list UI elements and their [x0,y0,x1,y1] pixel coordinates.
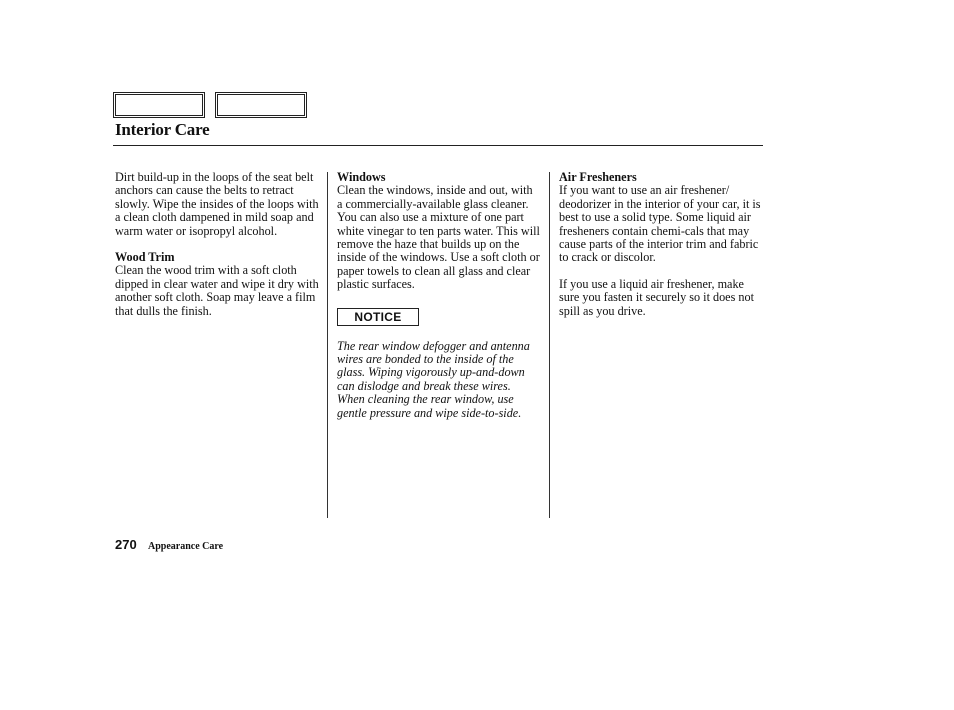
notice-paragraph: The rear window defogger and antenna wires are bonded to the inside of the glass. Wiping vigorously up-and-down can dislodge and break these wires. When cleaning the rear window, use gentle pressure and wipe side-to-side. [337,338,530,420]
air-fresheners-paragraph-2: If you use a liquid air freshener, make sure you fasten it securely so it does not spill as you drive. [559,276,754,318]
seat-belt-paragraph: Dirt build-up in the loops of the seat belt anchors can cause the belts to retract slowly. Wipe the insides of the loops with a clean cloth dampened in mild soap and warm water or isopropyl alcohol. [115,170,319,238]
column-divider [327,172,328,518]
wood-trim-heading: Wood Trim [115,250,175,265]
air-fresheners-heading: Air Fresheners [559,170,637,184]
section-name: Appearance Care [148,541,224,552]
nav-next-button[interactable] [215,92,307,118]
title-rule [113,145,763,146]
column-3 [559,171,763,318]
column-2 [337,171,541,420]
wood-trim-paragraph: Clean the wood trim with a soft cloth dipped in clear water and wipe it dry with another soft cloth. Soap may leave a film that dulls the finish. [115,263,319,318]
air-fresheners-paragraph-1: If you want to use an air freshener/ deodorizer in the interior of your car, it is best to use a solid type. Some liquid air fresheners contain chemi-cals that may cause parts of the interior trim and fabric to crack or discolor. [559,183,761,265]
windows-paragraph: Clean the windows, inside and out, with a commercially-available glass cleaner. You can also use a mixture of one part white vinegar to ten parts water. This will remove the haze that builds up on the inside of the windows. Use a soft cloth or paper towels to clean all glass and clear plastic surfaces. [337,183,540,292]
nav-previous-button[interactable] [113,92,205,118]
page-number: 270 [115,537,137,552]
notice-badge: NOTICE [337,308,419,326]
windows-heading: Windows [337,170,386,184]
page-title: Interior Care [115,120,210,139]
column-divider [549,172,550,518]
column-1 [115,171,319,318]
